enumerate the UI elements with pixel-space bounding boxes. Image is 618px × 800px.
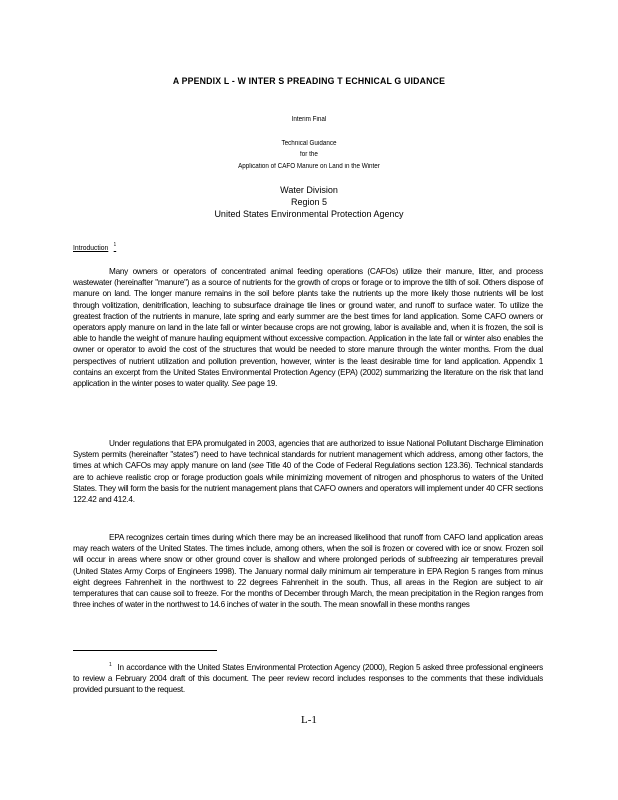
subtitle-line-4: Application of CAFO Manure on Land in the Winter xyxy=(238,163,380,170)
section-title-text: Introduction xyxy=(73,243,109,252)
paragraph-1-tail: page 19. xyxy=(245,379,278,389)
footnote-reference: 1 xyxy=(113,242,117,248)
division-name: Water Division xyxy=(280,185,338,195)
paragraph-3 xyxy=(73,532,543,610)
subtitle-line-2: Technical Guidance xyxy=(281,140,337,147)
paragraph-1-see: See xyxy=(231,379,246,389)
footnote-marker: 1 xyxy=(109,662,112,668)
paragraph-1-text: Many owners or operators of concentrated animal feeding operations (CAFOs) utilize their manure, litter, and process wastewater (hereinafter "manure") as a source of nutrients for the growth of crops or forage or to improve the tilth of soil. Others dispose of manure on land. The longer manure remains in the soil before plants take the nutrients up the more likely those nutrients will be lost through volitization, denitrification, leaching to subsurface drainage tile lines or ground water, and runoff to surface water. To utilize the greatest fraction of the nutrients in manure, late spring and early summer are the best times for land application. Some CAFO owners or operators apply manure on land in the late fall or winter because crops are not growing, labor is available and, when it is frozen, the soil is able to handle the weight of manure hauling equipment without excessive compaction. Application in the late fall or winter also enables the owner or operator to avoid the cost of the structures that would be needed to store manure through the winter months. From the dual perspectives of nutrient utilization and pollution prevention, however, winter is the least desirable time for land application. Appendix 1 contains an excerpt from the United States Environmental Protection Agency (EPA) (2002) summarizing the literature on the risk that land application in the winter poses to water quality. xyxy=(73,267,543,389)
agency-name: United States Environmental Protection Agency xyxy=(214,209,404,219)
region-name: Region 5 xyxy=(290,197,328,207)
paragraph-1 xyxy=(73,266,543,389)
footnote-divider xyxy=(73,650,217,651)
subtitle-line-1: Interim Final xyxy=(291,116,327,123)
appendix-heading: A PPENDIX L - W INTER S PREADING T ECHNICAL G UIDANCE xyxy=(172,76,446,87)
paragraph-3-text: EPA recognizes certain times during which there may be an increased likelihood that runoff from CAFO land application areas may reach waters of the United States. The times include, among others, when the soil is frozen or covered with ice or snow. Frozen soil will occur in areas where snow or other ground cover is shallow and where prolonged periods of subfreezing air temperatures prevail (United States Army Corps of Engineers 1998). The January normal daily minimum air temperature in EPA Region 5 ranges from minus eight degrees Fahrenheit in the northwest to 22 degrees Fahrenheit in the south. Thus, all areas in the Region are subject to air temperatures that can cause soil to freeze. For the months of December through March, the mean precipitation in the Region ranges from three inches of water in the northwest to 14.6 inches of water in the south. The mean snowfall in these months ranges xyxy=(73,533,543,610)
subtitle-line-3: for the xyxy=(300,151,318,158)
footnote-text: In accordance with the United States Environmental Protection Agency (2000), Region 5 asked three professional engineers to review a February 2004 draft of this document. The peer review record includes responses to the comments that these individuals provided pursuant to the request. xyxy=(73,663,543,695)
paragraph-2-see: see xyxy=(251,461,264,471)
footnote xyxy=(73,660,543,696)
paragraph-2 xyxy=(73,438,543,505)
page-number: L-1 xyxy=(301,714,317,726)
paragraph-2-text-b: Title 40 of the Code of Federal Regulations section 123.36). Technical standards are to achieve realistic crop or forage production goals while minimizing movement of nitrogen and phosphorus to waters of the United States. They will form the basis for the nutrient management plans that CAFO owners and operators will implement under 40 CFR sections 122.42 and 412.4. xyxy=(73,461,543,505)
paragraph-2-text-a: Under regulations that EPA promulgated in 2003, agencies that are authorized to issue National Pollutant Discharge Elimination System permits (hereinafter "states") need to have technical standards for nutrient management which address, among other factors, the times at which CAFOs may apply manure on land ( xyxy=(73,439,543,471)
section-title xyxy=(73,242,116,252)
